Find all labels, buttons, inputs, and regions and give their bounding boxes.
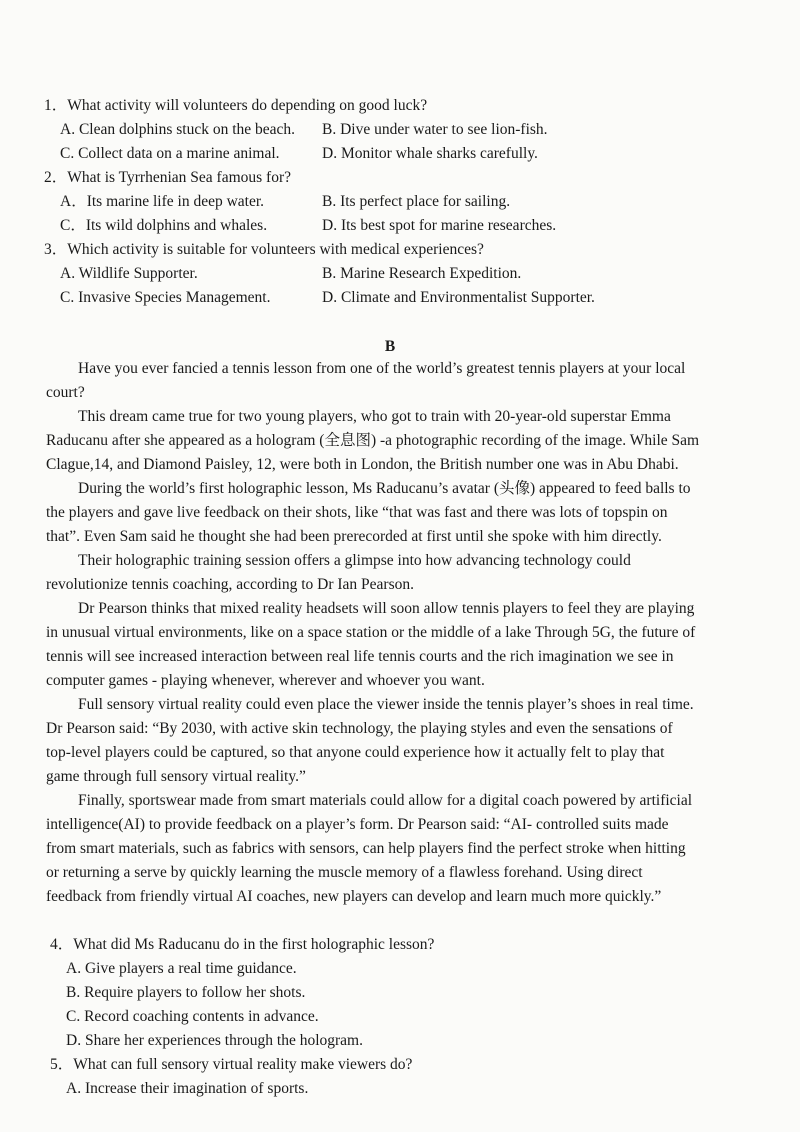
question-1-option-b: B. Dive under water to see lion-fish.: [322, 121, 548, 138]
question-2-stem: 2．What is Tyrrhenian Sea famous for?: [44, 169, 291, 186]
passage-p3-line-3: that”. Even Sam said he thought she had been prerecorded at first until she spoke with him directly.: [46, 528, 662, 545]
question-5-option-a: A. Increase their imagination of sports.: [66, 1080, 309, 1097]
question-4-option-a: A. Give players a real time guidance.: [66, 960, 297, 977]
question-3-option-d: D. Climate and Environmentalist Supporter.: [322, 289, 595, 306]
passage-p2-line-2: Raducanu after she appeared as a hologram (全息图) -a photographic recording of the image. While Sam: [46, 432, 700, 449]
question-3-option-b: B. Marine Research Expedition.: [322, 265, 522, 282]
question-2-option-b: B. Its perfect place for sailing.: [322, 193, 511, 210]
question-1-option-d: D. Monitor whale sharks carefully.: [322, 145, 538, 162]
question-2-option-d: D. Its best spot for marine researches.: [322, 217, 557, 234]
question-1-option-c: C. Collect data on a marine animal.: [60, 145, 280, 162]
passage-p7-line-3: from smart materials, such as fabrics with sensors, can help players find the perfect stroke when hitting: [46, 840, 686, 857]
passage-p3-line-2: the players and gave live feedback on their shots, like “that was fast and there was lots of topspin on: [46, 504, 668, 521]
question-5-stem: 5．What can full sensory virtual reality make viewers do?: [50, 1056, 413, 1073]
question-4-option-c: C. Record coaching contents in advance.: [66, 1008, 319, 1025]
passage-p6-line-4: game through full sensory virtual reality.”: [46, 768, 306, 785]
question-4-stem: 4．What did Ms Raducanu do in the first holographic lesson?: [50, 936, 435, 953]
question-1-stem: 1．What activity will volunteers do depending on good luck?: [44, 97, 428, 114]
question-3-option-a: A. Wildlife Supporter.: [60, 265, 198, 282]
passage-p5-line-4: computer games - playing whenever, wherever and whoever you want.: [46, 672, 485, 689]
passage-p5-line-1: Dr Pearson thinks that mixed reality headsets will soon allow tennis players to feel they are playing: [78, 600, 695, 617]
question-2-option-a: A．Its marine life in deep water.: [60, 193, 265, 210]
section-label: B: [384, 338, 396, 355]
passage-p7-line-5: feedback from friendly virtual AI coaches, new players can develop and learn much more quickly.”: [46, 888, 662, 905]
passage-p6-line-2: Dr Pearson said: “By 2030, with active skin technology, the playing styles and even the sensations of: [46, 720, 673, 737]
passage-p7-line-4: or returning a serve by quickly learning the muscle memory of a flawless forehand. Using direct: [46, 864, 643, 881]
question-3-option-c: C. Invasive Species Management.: [60, 289, 271, 306]
passage-p6-line-3: top-level players could be captured, so that anyone could experience how it actually felt to play that: [46, 744, 665, 761]
passage-p1-line-1: Have you ever fancied a tennis lesson from one of the world’s greatest tennis players at your local: [78, 360, 686, 377]
passage-p6-line-1: Full sensory virtual reality could even place the viewer inside the tennis player’s shoes in real time.: [78, 696, 694, 713]
passage-p7-line-1: Finally, sportswear made from smart materials could allow for a digital coach powered by artificial: [78, 792, 693, 809]
passage-p1-line-2: court?: [46, 384, 85, 401]
passage-p5-line-3: tennis will see increased interaction between real life tennis courts and the rich imagination we see in: [46, 648, 674, 665]
passage-p4-line-2: revolutionize tennis coaching, according to Dr Ian Pearson.: [46, 576, 415, 593]
passage-p2-line-1: This dream came true for two young players, who got to train with 20-year-old superstar Emma: [78, 408, 671, 425]
question-1-option-a: A. Clean dolphins stuck on the beach.: [60, 121, 296, 138]
question-4-option-b: B. Require players to follow her shots.: [66, 984, 306, 1001]
passage-p7-line-2: intelligence(AI) to provide feedback on a player’s form. Dr Pearson said: “AI- controlled suits made: [46, 816, 669, 833]
question-4-option-d: D. Share her experiences through the hologram.: [66, 1032, 363, 1049]
question-3-stem: 3．Which activity is suitable for volunteers with medical experiences?: [44, 241, 484, 258]
passage-p5-line-2: in unusual virtual environments, like on a space station or the middle of a lake Through 5G, the future of: [46, 624, 696, 641]
passage-p4-line-1: Their holographic training session offers a glimpse into how advancing technology could: [78, 552, 631, 569]
question-2-option-c: C．Its wild dolphins and whales.: [60, 217, 268, 234]
passage-p2-line-3: Clague,14, and Diamond Paisley, 12, were both in London, the British number one was in Abu Dhabi.: [46, 456, 679, 473]
passage-p3-line-1: During the world’s first holographic lesson, Ms Raducanu’s avatar (头像) appeared to feed balls to: [78, 480, 691, 497]
